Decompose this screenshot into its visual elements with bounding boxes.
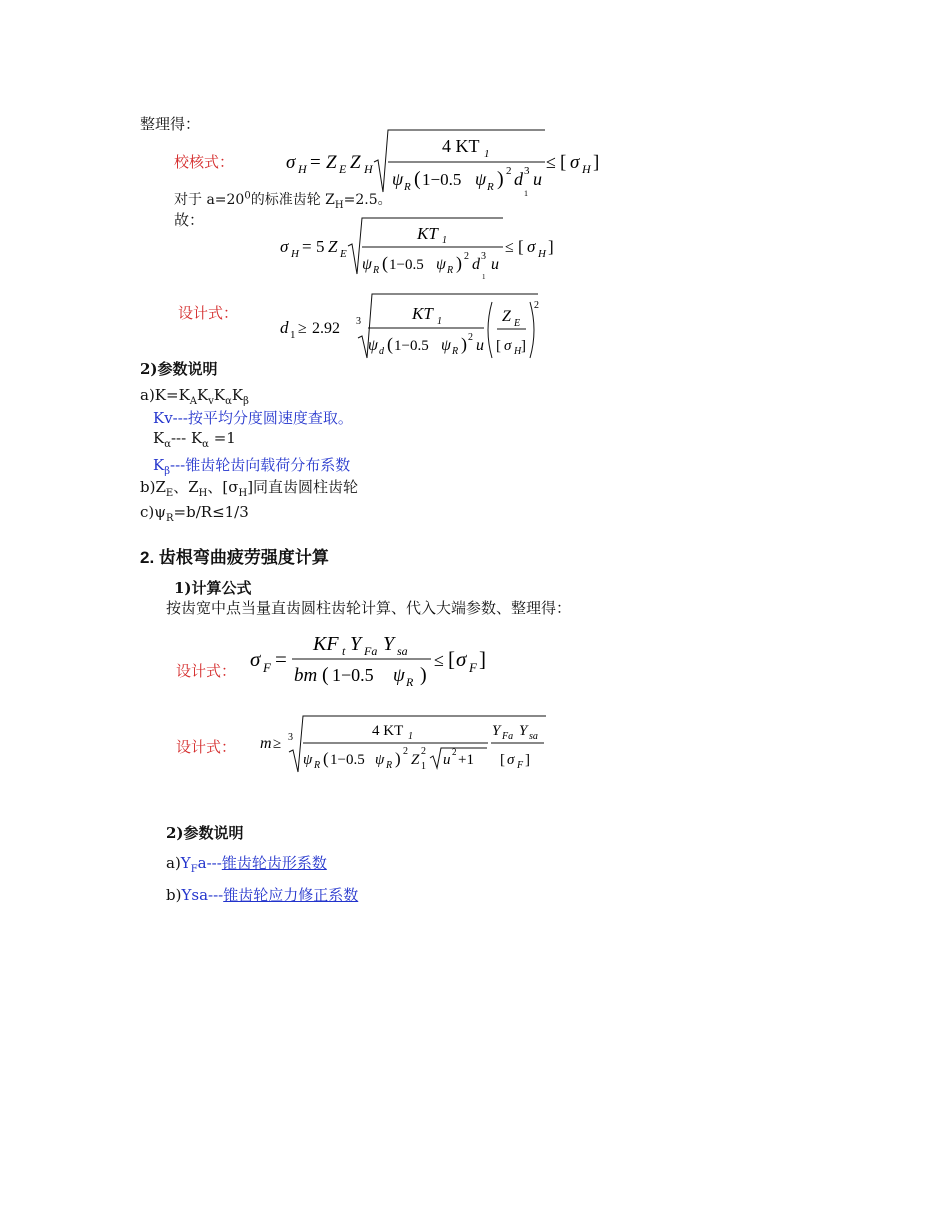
param-yfa: $a)Y_Fa---$锥齿轮齿形系数 xyxy=(166,854,327,875)
svg-text:1: 1 xyxy=(442,235,447,246)
svg-text:=: = xyxy=(275,647,287,671)
svg-text:Z: Z xyxy=(326,152,337,173)
svg-text:]: ] xyxy=(479,647,486,671)
yfa-link[interactable]: 锥齿轮齿形系数 xyxy=(221,854,327,872)
check-formula-label: 校核式： xyxy=(174,153,235,171)
design-formula-label: 设计式： xyxy=(178,304,239,322)
svg-text:KT: KT xyxy=(417,224,438,243)
svg-text:1: 1 xyxy=(408,731,413,742)
svg-text:σ: σ xyxy=(250,647,261,671)
svg-text:2: 2 xyxy=(452,747,457,757)
svg-text:Z: Z xyxy=(502,308,511,325)
svg-text:1: 1 xyxy=(524,189,528,198)
svg-text:σ: σ xyxy=(280,237,289,256)
svg-text:H: H xyxy=(298,162,307,176)
svg-text:u: u xyxy=(443,752,451,768)
svg-text:=: = xyxy=(310,152,321,173)
svg-text:R: R xyxy=(452,346,459,357)
svg-text:(: ( xyxy=(323,749,329,768)
svg-text:): ) xyxy=(420,664,427,686)
svg-text:3: 3 xyxy=(481,251,486,262)
svg-text:KT: KT xyxy=(412,304,433,323)
svg-text:≥: ≥ xyxy=(298,320,307,337)
svg-text:ψ: ψ xyxy=(475,169,487,189)
svg-text:Y: Y xyxy=(519,723,528,739)
svg-text:u: u xyxy=(476,337,484,354)
svg-text:3: 3 xyxy=(524,165,530,177)
svg-text:σ: σ xyxy=(570,152,580,173)
svg-text:E: E xyxy=(339,162,347,176)
svg-text:F: F xyxy=(469,660,477,675)
svg-text:F: F xyxy=(517,760,524,771)
svg-text:R: R xyxy=(487,181,494,193)
svg-text:u: u xyxy=(533,169,542,189)
ysa-link[interactable]: 锥齿轮应力修正系数 xyxy=(223,886,359,904)
svg-text:R: R xyxy=(447,265,454,276)
svg-text:1: 1 xyxy=(484,148,490,160)
param-kv: Kv---按平均分度圆速度查取。 xyxy=(153,409,353,427)
svg-text:ψ: ψ xyxy=(393,665,405,686)
svg-text:H: H xyxy=(364,162,373,176)
svg-text:≥: ≥ xyxy=(273,736,282,752)
svg-text:m: m xyxy=(260,735,272,752)
svg-text:ψ: ψ xyxy=(368,337,378,354)
svg-text:R: R xyxy=(404,181,411,193)
svg-text:): ) xyxy=(395,749,401,768)
svg-text:[: [ xyxy=(496,338,501,354)
therefore-text: 故： xyxy=(174,211,205,229)
param-ysa: b)Ysa---锥齿轮应力修正系数 xyxy=(166,886,359,904)
svg-text:[: [ xyxy=(560,152,567,173)
svg-text:2: 2 xyxy=(534,300,539,311)
param-b: $b)Z_E$、$Z_H$、$[\sigma_H]$同直齿圆柱齿轮 xyxy=(140,478,359,499)
svg-text:2: 2 xyxy=(506,165,512,177)
svg-text:4 KT: 4 KT xyxy=(442,136,480,156)
svg-text:d: d xyxy=(514,169,523,189)
svg-text:]: ] xyxy=(521,338,526,354)
module-design-equation xyxy=(256,708,556,778)
svg-text:σ: σ xyxy=(286,152,296,173)
svg-text:ψ: ψ xyxy=(362,256,372,273)
param-a-k: $a)K=K_AK_vK_\alpha K_\beta$ xyxy=(140,386,249,407)
svg-text:3: 3 xyxy=(288,732,293,743)
svg-text:Z: Z xyxy=(411,752,420,768)
svg-text:R: R xyxy=(386,760,393,771)
svg-text:σ: σ xyxy=(456,647,467,671)
svg-text:ψ: ψ xyxy=(392,169,404,189)
svg-text:+1: +1 xyxy=(458,752,474,768)
svg-text:1: 1 xyxy=(421,761,426,772)
svg-text:1: 1 xyxy=(290,329,296,341)
svg-text:H: H xyxy=(538,248,546,260)
simplified-check-equation xyxy=(276,212,566,282)
svg-text:R: R xyxy=(314,760,321,771)
standard-gear-note: 对于 $a=20^0$的标准齿轮 $Z_H=2.5$。 xyxy=(174,190,392,211)
svg-text:≤: ≤ xyxy=(505,239,514,256)
svg-text:F: F xyxy=(263,660,271,675)
svg-text:d: d xyxy=(379,346,384,357)
svg-text:): ) xyxy=(456,253,462,273)
svg-text:R: R xyxy=(406,675,414,689)
svg-text:[: [ xyxy=(518,237,524,256)
svg-text:(: ( xyxy=(322,664,329,686)
svg-text:Fa: Fa xyxy=(502,731,514,742)
svg-text:1−0.5: 1−0.5 xyxy=(332,665,374,685)
svg-text:ψ: ψ xyxy=(441,337,451,354)
svg-text:(: ( xyxy=(382,253,388,273)
svg-text:4 KT: 4 KT xyxy=(372,723,404,739)
svg-text:=: = xyxy=(302,237,312,256)
svg-text:H: H xyxy=(514,346,522,357)
bending-design-label-1: 设计式： xyxy=(176,662,237,680)
svg-text:E: E xyxy=(514,318,521,329)
svg-text:2.92: 2.92 xyxy=(312,320,340,337)
bending-stress-equation xyxy=(246,626,496,692)
svg-text:sa: sa xyxy=(529,731,538,742)
svg-text:d: d xyxy=(280,318,289,337)
svg-text:Z: Z xyxy=(350,152,361,173)
svg-text:ψ: ψ xyxy=(436,256,446,273)
svg-text:1−0.5: 1−0.5 xyxy=(394,338,429,354)
svg-text:ψ: ψ xyxy=(375,752,385,768)
param-kbeta: $K_\beta---$锥齿轮齿向载荷分布系数 xyxy=(153,456,351,477)
svg-text:1−0.5: 1−0.5 xyxy=(330,752,365,768)
svg-text:3: 3 xyxy=(356,316,361,327)
svg-text:E: E xyxy=(340,248,347,260)
intro-text: 整理得： xyxy=(140,115,201,133)
svg-text:[: [ xyxy=(500,752,505,768)
svg-text:[: [ xyxy=(448,647,455,671)
svg-text:): ) xyxy=(497,168,504,190)
svg-text:σ: σ xyxy=(507,752,515,768)
design-formula-equation xyxy=(276,288,556,364)
svg-text:t: t xyxy=(342,644,346,658)
svg-text:Y: Y xyxy=(492,723,501,739)
svg-text:2: 2 xyxy=(464,251,469,262)
svg-text:≤: ≤ xyxy=(546,152,556,172)
params-heading-2: 2)参数说明 xyxy=(166,824,244,842)
svg-text:Y: Y xyxy=(350,633,362,655)
svg-text:]: ] xyxy=(525,752,530,768)
svg-text:2: 2 xyxy=(421,746,426,757)
svg-text:1−0.5: 1−0.5 xyxy=(422,170,462,189)
svg-text:1: 1 xyxy=(437,316,442,327)
params-heading-1: 2)参数说明 xyxy=(140,360,218,378)
bending-design-label-2: 设计式： xyxy=(176,738,237,756)
calc-formula-subheading: 1)计算公式 xyxy=(174,579,252,597)
svg-text:): ) xyxy=(461,334,467,354)
svg-text:1−0.5: 1−0.5 xyxy=(389,257,424,273)
svg-text:H: H xyxy=(291,248,299,260)
svg-text:ψ: ψ xyxy=(303,752,313,768)
svg-text:5: 5 xyxy=(316,237,325,256)
svg-text:sa: sa xyxy=(397,644,408,658)
section-2-heading: 2. 齿根弯曲疲劳强度计算 xyxy=(140,548,329,567)
svg-text:2: 2 xyxy=(403,746,408,757)
svg-text:Y: Y xyxy=(383,633,395,655)
svg-text:]: ] xyxy=(548,237,554,256)
param-ka: $K_\alpha---$ $K_\alpha =1$ xyxy=(153,429,236,450)
svg-text:]: ] xyxy=(593,152,600,173)
svg-text:Fa: Fa xyxy=(364,644,378,658)
svg-text:≤: ≤ xyxy=(434,650,444,670)
svg-text:Z: Z xyxy=(328,237,338,256)
calc-formula-description: 按齿宽中点当量直齿圆柱齿轮计算、代入大端参数、整理得： xyxy=(166,599,572,617)
svg-text:u: u xyxy=(491,256,499,273)
svg-text:1: 1 xyxy=(482,273,486,281)
param-c: $c)\psi_R=b/R\le 1/3$ xyxy=(140,503,249,524)
svg-text:(: ( xyxy=(414,168,421,190)
svg-text:σ: σ xyxy=(504,338,512,354)
svg-text:KF: KF xyxy=(313,633,339,655)
svg-text:bm: bm xyxy=(294,665,318,686)
svg-text:(: ( xyxy=(387,334,393,354)
svg-text:2: 2 xyxy=(468,332,473,343)
svg-text:d: d xyxy=(472,256,480,273)
svg-text:R: R xyxy=(373,265,380,276)
svg-text:σ: σ xyxy=(527,237,536,256)
svg-text:H: H xyxy=(582,162,591,176)
